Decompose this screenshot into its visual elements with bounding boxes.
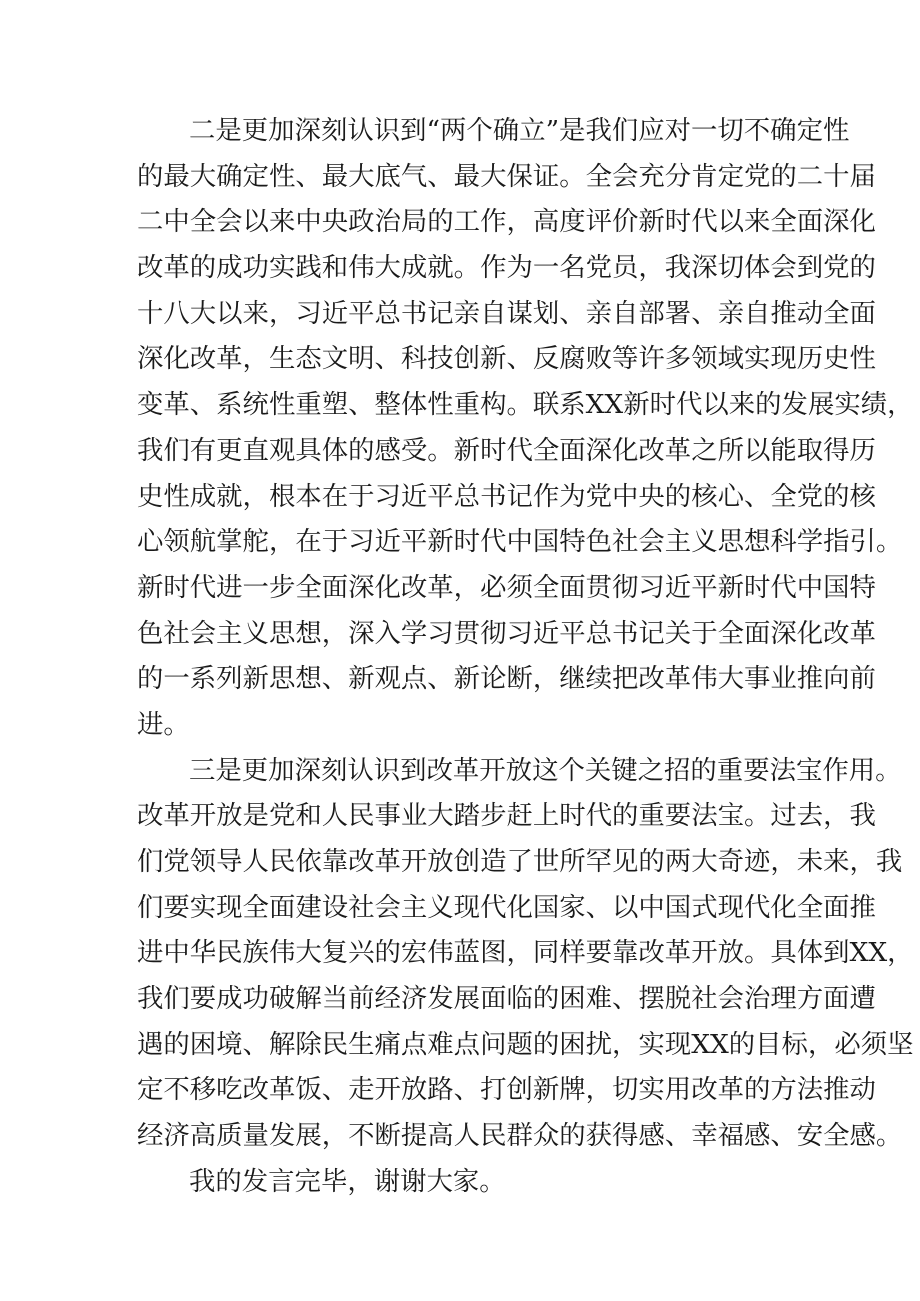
paragraph-three-is [137, 748, 914, 1159]
text-line: 改革开放是党和人民事业大踏步赶上时代的重要法宝。过去，我 [137, 800, 876, 832]
text-line: 我们要成功破解当前经济发展面临的困难、摆脱社会治理方面遭 [137, 983, 876, 1015]
paragraph-two-is [137, 108, 914, 748]
text-line: 色社会主义思想，深入学习贯彻习近平总书记关于全面深化改革 [137, 617, 876, 649]
closing-paragraph [137, 1159, 805, 1205]
text-line: 的一系列新思想、新观点、新论断，继续把改革伟大事业推向前 [137, 663, 876, 695]
text-line: 改革的成功实践和伟大成就。作为一名党员，我深切体会到党的 [137, 252, 876, 284]
text-line: 的最大确定性、最大底气、最大保证。全会充分肯定党的二十届 [137, 160, 876, 192]
text-line: 们党领导人民依靠改革开放创造了世所罕见的两大奇迹，未来，我 [137, 846, 903, 877]
text-line: 新时代进一步全面深化改革，必须全面贯彻习近平新时代中国特 [137, 571, 876, 603]
text-line: 我们有更直观具体的感受。新时代全面深化改革之所以能取得历 [137, 434, 876, 466]
text-line: 二是更加深刻认识到“两个确立”是我们应对一切不确定性 [189, 115, 850, 146]
text-line: 史性成就，根本在于习近平总书记作为党中央的核心、全党的核 [137, 480, 876, 512]
text-line: 三是更加深刻认识到改革开放这个关键之招的重要法宝作用。 [189, 754, 902, 786]
text-line: 二中全会以来中央政治局的工作，高度评价新时代以来全面深化 [137, 206, 876, 238]
text-line: 心领航掌舵，在于习近平新时代中国特色社会主义思想科学指引。 [137, 526, 903, 558]
text-line: 们要实现全面建设社会主义现代化国家、以中国式现代化全面推 [137, 891, 876, 923]
text-line: 十八大以来，习近平总书记亲自谋划、亲自部署、亲自推动全面 [137, 297, 876, 329]
text-line: 进中华民族伟大复兴的宏伟蓝图，同样要靠改革开放。具体到XX， [137, 937, 914, 969]
text-line: 定不移吃改革饭、走开放路、打创新牌，切实用改革的方法推动 [137, 1074, 876, 1106]
document-body [137, 108, 914, 1205]
text-line: 进。 [137, 708, 190, 740]
text-line: 深化改革，生态文明、科技创新、反腐败等许多领域实现历史性 [137, 343, 876, 375]
text-line: 变革、系统性重塑、整体性重构。联系XX新时代以来的发展实绩， [137, 389, 914, 421]
text-line: 经济高质量发展，不断提高人民群众的获得感、幸福感、安全感。 [137, 1120, 903, 1152]
closing-line: 我的发言完毕，谢谢大家。 [189, 1165, 506, 1197]
text-line: 遇的困境、解除民生痛点难点问题的困扰，实现XX的目标，必须坚 [137, 1028, 914, 1060]
